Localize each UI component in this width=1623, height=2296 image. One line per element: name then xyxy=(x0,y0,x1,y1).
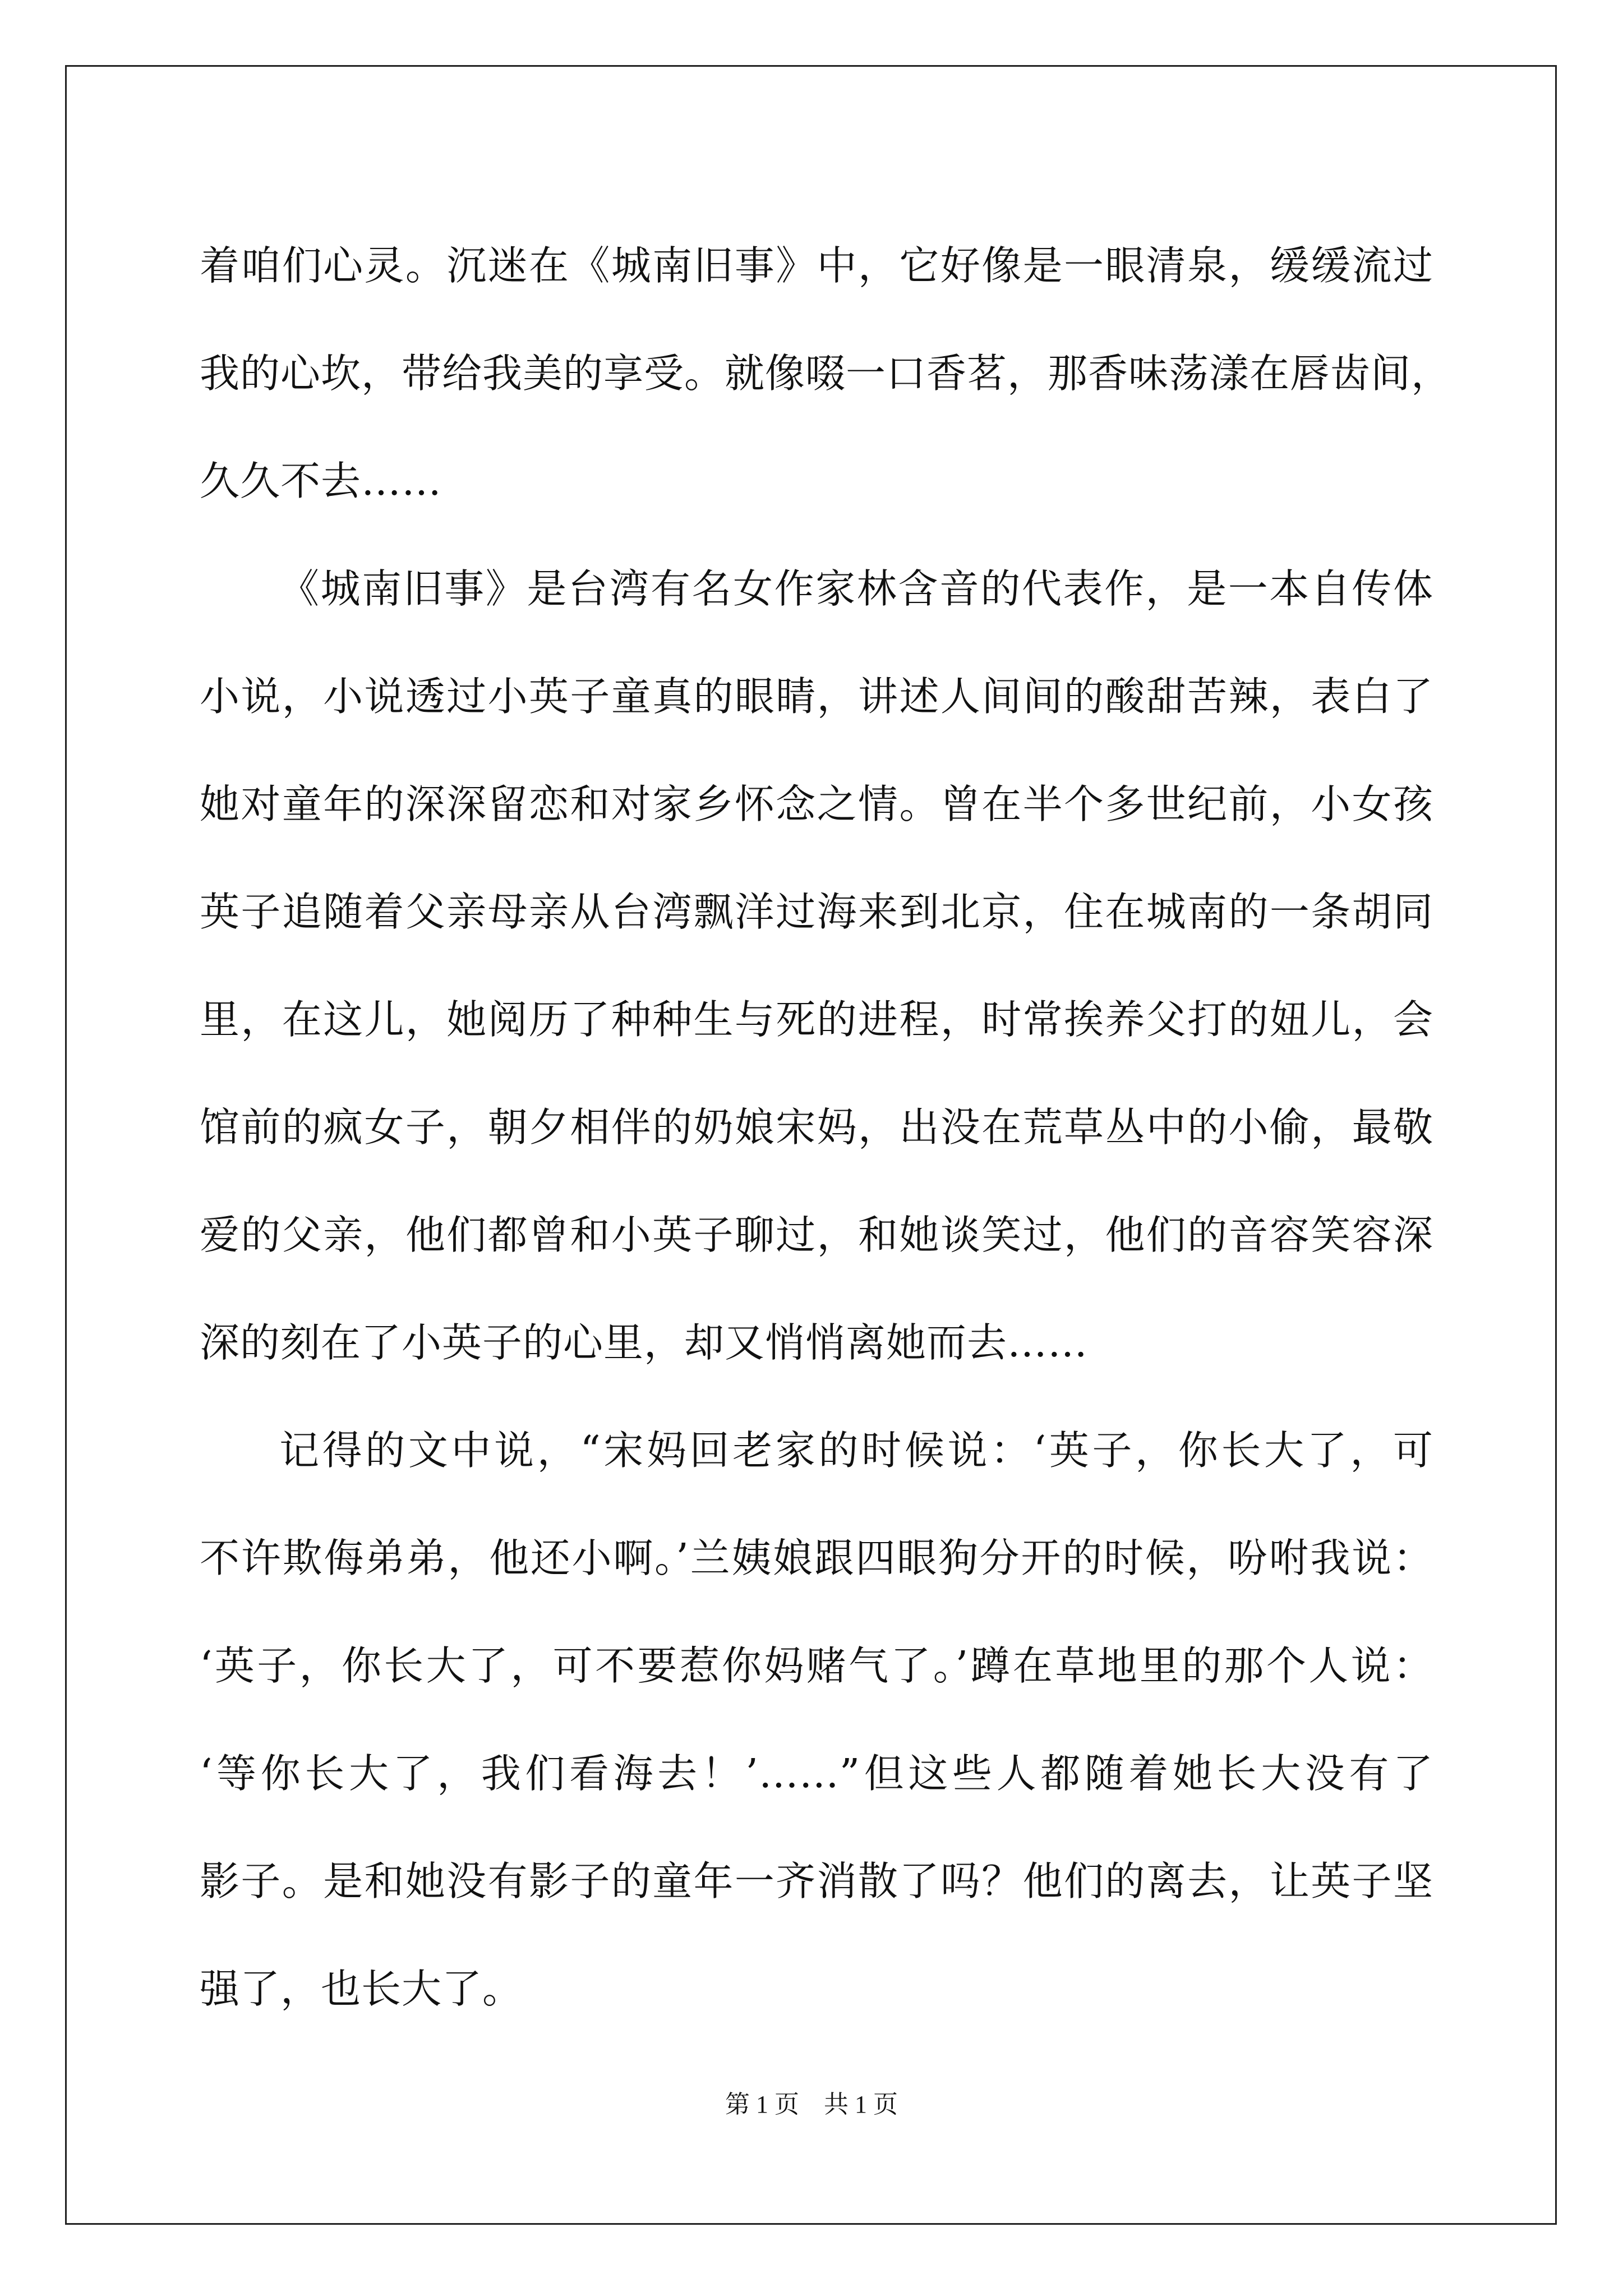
text-line: 不许欺侮弟弟，他还小啊。’兰姨娘跟四眼狗分开的时候，吩咐我说： xyxy=(200,1535,1433,1581)
text-line: 强了，也长大了。 xyxy=(200,1966,523,2012)
text-line: 久久不去…… xyxy=(200,458,442,504)
text-line: 深的刻在了小英子的心里，却又悄悄离她而去…… xyxy=(200,1319,1089,1366)
text-line: 记得的文中说，“宋妈回老家的时候说：‘英子，你长大了，可 xyxy=(279,1427,1433,1474)
text-line: 英子追随着父亲母亲从台湾飘洋过海来到北京，住在城南的一条胡同 xyxy=(200,889,1433,935)
text-line: 小说，小说透过小英子童真的眼睛，讲述人间间的酸甜苦辣，表白了 xyxy=(200,673,1433,720)
text-line: 爱的父亲，他们都曾和小英子聊过，和她谈笑过，他们的音容笑容深 xyxy=(200,1212,1433,1258)
text-line: 我的心坎，带给我美的享受。就像啜一口香茗，那香味荡漾在唇齿间， xyxy=(200,350,1452,397)
text-line: 《城南旧事》是台湾有名女作家林含音的代表作，是一本自传体 xyxy=(279,565,1433,612)
text-line: 着咱们心灵。沉迷在《城南旧事》中，它好像是一眼清泉，缓缓流过 xyxy=(200,242,1433,289)
text-line: 影子。是和她没有影子的童年一齐消散了吗？他们的离去，让英子坚 xyxy=(200,1858,1433,1904)
document-body xyxy=(200,212,1452,2043)
paragraph xyxy=(200,212,1452,535)
text-line: 她对童年的深深留恋和对家乡怀念之情。曾在半个多世纪前，小女孩 xyxy=(200,781,1433,827)
text-line: 里，在这儿，她阅历了种种生与死的进程，时常挨养父打的妞儿，会 xyxy=(200,996,1433,1043)
page-number-footer: 第 1 页 共 1 页 xyxy=(725,2091,898,2118)
text-line: ‘英子，你长大了，可不要惹你妈赌气了。’蹲在草地里的那个人说： xyxy=(200,1642,1433,1689)
paragraph xyxy=(200,1397,1433,2043)
text-line: ‘等你长大了，我们看海去！’……”但这些人都随着她长大没有了 xyxy=(200,1750,1433,1797)
text-line: 馆前的疯女子，朝夕相伴的奶娘宋妈，出没在荒草丛中的小偷，最敬 xyxy=(200,1104,1433,1151)
paragraph xyxy=(200,535,1433,1397)
